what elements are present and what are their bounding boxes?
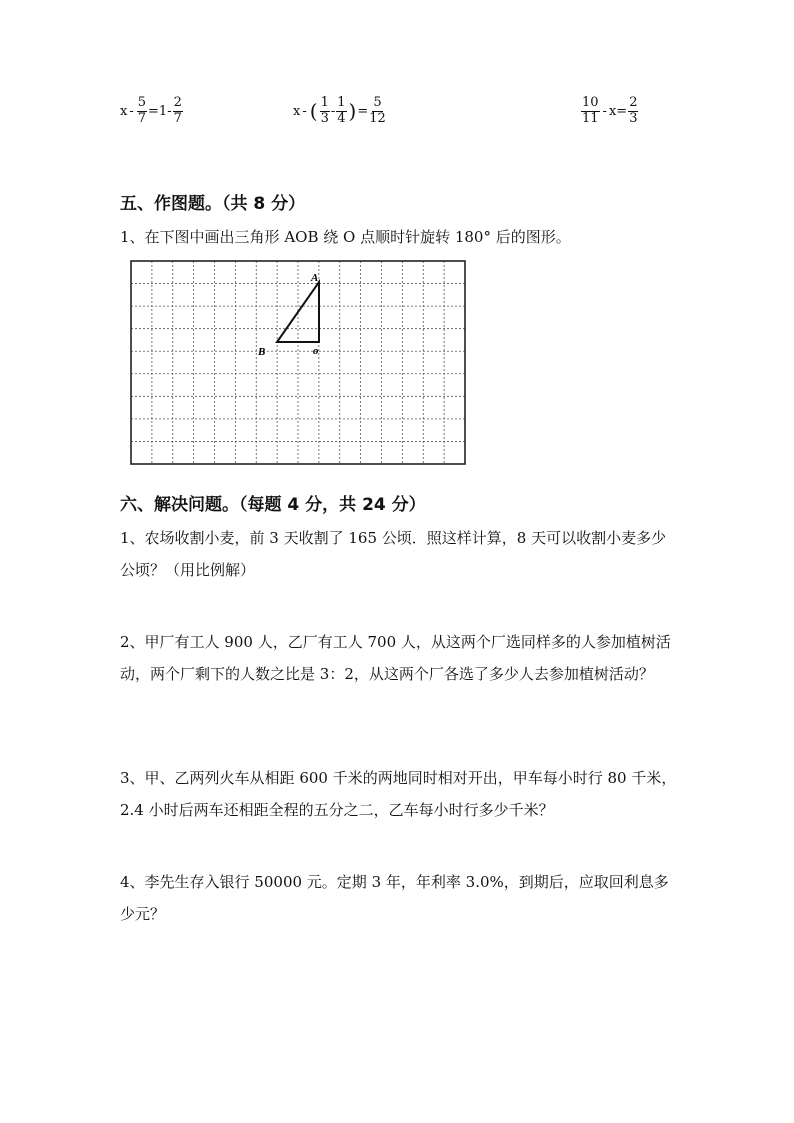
eq3-f1-denominator: 11	[582, 110, 599, 126]
equation-1	[120, 96, 184, 127]
eq2-f3-numerator: 5	[373, 95, 382, 110]
eq3-f2-numerator: 2	[629, 95, 638, 110]
eq1-fraction-1	[137, 96, 147, 127]
section-5-heading: 五、作图题。（共 8 分）	[120, 194, 306, 214]
section-6-question-4: 4、李先生存入银行 50000 元。定期 3 年，年利率 3.0%，到期后，应取回利息多少元？	[120, 873, 669, 923]
eq2-equals: =	[357, 103, 369, 119]
eq2-var: x	[293, 103, 301, 119]
eq3-var: x	[608, 103, 617, 119]
eq2-minus: -	[302, 103, 307, 119]
eq1-f2-numerator: 2	[173, 95, 182, 110]
label-a: A	[311, 272, 319, 284]
equation-3	[580, 96, 639, 127]
eq2-fraction-1	[320, 96, 330, 127]
section-5-question-1: 1、在下图中画出三角形 AOB 绕 O 点顺时针旋转 180° 后的图形。	[120, 228, 571, 246]
section-6-heading: 六、解决问题。（每题 4 分，共 24 分）	[120, 495, 426, 515]
section-6-question-2: 2、甲厂有工人 900 人，乙厂有工人 700 人，从这两个厂选同样多的人参加植树活动，两个厂剩下的人数之比是 3：2，从这两个厂各选了多少人去参加植树活动？	[120, 633, 671, 683]
eq3-equals: =	[616, 103, 628, 119]
label-b: B	[258, 346, 266, 358]
eq3-minus: -	[602, 103, 607, 119]
eq2-fraction-3	[369, 96, 386, 127]
eq1-var: x	[120, 103, 128, 119]
eq1-minus: -	[129, 103, 134, 119]
eq2-f2-denominator: 4	[337, 110, 346, 126]
grid-dashed-lines	[131, 261, 465, 464]
eq1-fraction-2	[173, 96, 183, 127]
eq3-fraction-1	[581, 96, 600, 127]
equation-2	[293, 96, 387, 127]
eq2-f1-numerator: 1	[320, 95, 329, 110]
grid-figure	[130, 260, 468, 468]
section-6-question-1: 1、农场收割小麦，前 3 天收割了 165 公顷．照这样计算，8 天可以收割小麦多少公顷？（用比例解）	[120, 529, 667, 579]
eq1-f2-denominator: 7	[173, 110, 182, 126]
eq2-f1-denominator: 3	[320, 110, 329, 126]
eq1-equals: =1-	[148, 103, 172, 119]
section-6-question-3: 3、甲、乙两列火车从相距 600 千米的两地同时相对开出，甲车每小时行 80 千米，2.4 小时后两车还相距全程的五分之二，乙车每小时行多少千米？	[120, 769, 677, 819]
eq3-f1-numerator: 10	[582, 95, 599, 110]
eq1-f1-denominator: 7	[137, 110, 147, 126]
eq3-f2-denominator: 3	[629, 110, 638, 126]
eq2-mid-minus: -	[330, 103, 336, 119]
eq3-fraction-2	[628, 96, 638, 127]
eq2-f3-denominator: 12	[369, 110, 386, 126]
eq2-left-paren: (	[309, 99, 318, 124]
label-o: o	[313, 345, 319, 357]
eq2-right-paren: )	[348, 99, 357, 124]
eq2-fraction-2	[336, 96, 346, 127]
eq1-f1-numerator: 5	[137, 95, 147, 110]
eq2-f2-numerator: 1	[337, 95, 346, 110]
